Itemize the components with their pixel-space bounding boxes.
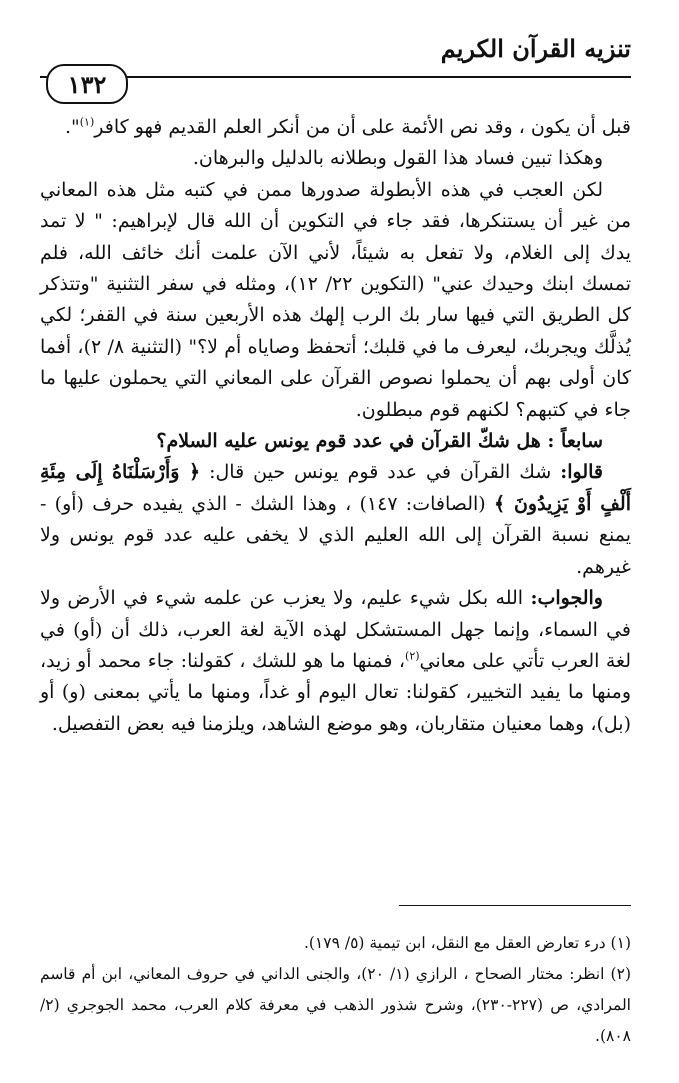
text-run: ، فمنها ما هو للشك ، كقولنا: جاء محمد أو زيد، ومنها ما يفيد التخيير، كقولنا: تعال اليوم أو غداً، ومنها ما يأتي بمعنى (و) أو (بل)، وهما معنيان متقاربان، وهو موضع الشاهد، ويلزمنا فيه بعض التفصيل. (40, 649, 631, 735)
footnote-divider (399, 905, 631, 906)
text-run: (الصافات: ١٤٧) ، وهذا الشك - الذي يفيده حرف (أو) - يمنع نسبة القرآن إلى الله العليم الذي لا يخفى عليه عدد قوم يونس ولا غيرهم. (40, 492, 631, 578)
paragraph (40, 457, 631, 583)
footnote-ref: (٢) (405, 649, 420, 663)
quran-verse: ﴿ وَأَرْسَلْنَاهُ إِلَى مِئَةِ أَلْفٍ أَوْ يَزِيدُونَ ﴾ (40, 461, 631, 515)
page-header (40, 18, 631, 108)
main-text (40, 112, 631, 740)
footnotes (40, 928, 631, 1052)
paragraph-lead: قالوا: (560, 461, 603, 484)
footnote: (٢) انظر: مختار الصحاح ، الرازي (١/ ٢٠)، والجنى الداني في حروف المعاني، ابن أم قاسم المرادي، ص (٢٢٧-٢٣٠)، وشرح شذور الذهب في معرفة كلام العرب، محمد الجوجري (٢/ ٨٠٨). (40, 965, 631, 1045)
footnote: (١) درء تعارض العقل مع النقل، ابن تيمية (٥/ ١٧٩). (303, 934, 631, 952)
paragraph-lead: والجواب: (530, 587, 603, 610)
text-run: قبل أن يكون ، وقد نص الأئمة على أن من أنكر العلم القديم فهو كافر (94, 116, 631, 138)
text-run: الله بكل شيء عليم، ولا يعزب عن علمه شيء في الأرض ولا في السماء، وإنما جهل المستشكل لهذه الآية لغة العرب، ذلك أن (أو) في لغة العرب تأتي على معاني (40, 587, 631, 672)
section-heading: سابعاً : هل شكّ القرآن في عدد قوم يونس عليه السلام؟ (156, 430, 603, 453)
running-title: تنزيه القرآن الكريم (440, 34, 631, 63)
footnote-ref: (١) (79, 115, 95, 129)
paragraph (40, 112, 631, 143)
text-run: شك القرآن في عدد قوم يونس حين قال: (200, 461, 561, 484)
paragraph (40, 583, 631, 740)
paragraph: وهكذا تبين فساد هذا القول وبطلانه بالدليل والبرهان. (192, 147, 603, 170)
page-number: ١٣٢ (46, 64, 128, 104)
header-rule (40, 76, 631, 78)
text-run: ". (64, 116, 80, 138)
paragraph: لكن العجب في هذه الأبطولة صدورها ممن في كتبه مثل هذه المعاني من غير أن يستنكرها، فقد جاء في التكوين أن الله قال لإبراهيم: " لا تمد يدك إلى الغلام، ولا تفعل به شيئاً، لأني الآن علمت أنك خائف الله، فلم تمسك ابنك وحيدك عني" (التكوين ٢٢/ ١٢)، ومثله في سفر التثنية "وتتذكر كل الطريق التي فيها سار بك الرب إلهك هذه الأربعين سنة في القفر؛ لكي يُذلَّك ويجربك، ليعرف ما في قلبك؛ أتحفظ وصاياه أم لا؟" (التثنية ٨/ ٢)، أفما كان أولى بهم أن يحملوا نصوص القرآن على المعاني التي يحملون عليها ما جاء في كتبهم؟ لكنهم قوم مبطلون. (40, 178, 632, 421)
